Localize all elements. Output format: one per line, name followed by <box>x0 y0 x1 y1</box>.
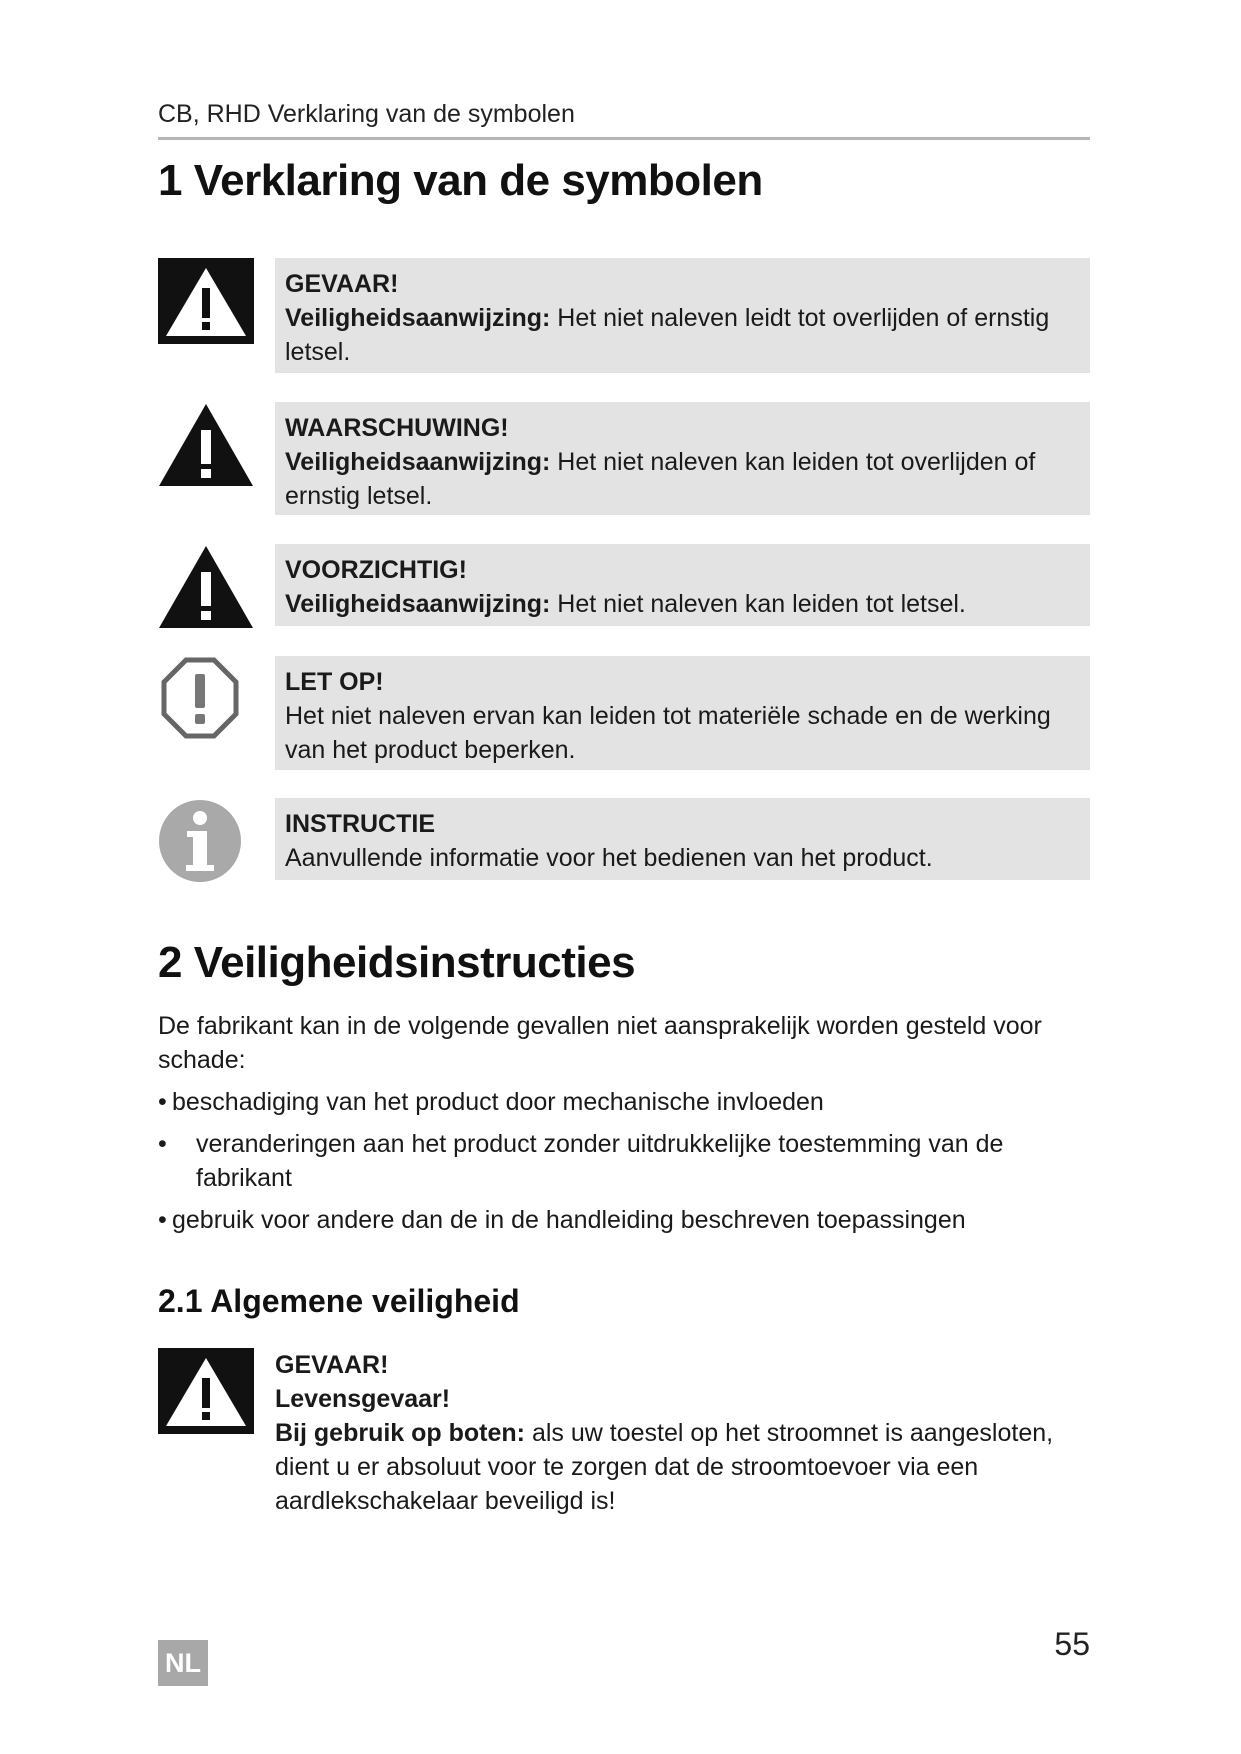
list-item <box>158 1203 1090 1237</box>
warning-triangle-icon <box>158 402 254 488</box>
notice-title: GEVAAR! <box>275 1351 389 1379</box>
list-item <box>158 1085 1090 1119</box>
notice-title: VOORZICHTIG! <box>285 556 467 584</box>
notice-label: Veiligheidsaanwijzing: <box>285 304 558 332</box>
danger-sign-icon <box>158 1348 254 1434</box>
notice-label: Veiligheidsaanwijzing: <box>285 590 558 618</box>
section-2-intro: De fabrikant kan in de volgende gevallen niet aansprakelijk worden gesteld voor schade: <box>158 1012 1042 1074</box>
page-number: 55 <box>1054 1626 1090 1662</box>
notice-body <box>275 1348 1090 1518</box>
notice-text: Het niet naleven ervan kan leiden tot materiële schade en de werking van het product beperken. <box>285 702 1051 764</box>
bullet-symbol: • <box>158 1206 167 1234</box>
danger-sign-icon <box>158 258 254 344</box>
notice-text: als uw toestel op het stroomnet is aangesloten, dient u er absoluut voor te zorgen dat de stroomtoevoer via een aardlekschakelaar beveiligd is! <box>275 1419 1054 1515</box>
bullet-text: gebruik voor andere dan de in de handleiding beschreven toepassingen <box>172 1206 966 1234</box>
notice-text: Het niet naleven leidt tot overlijden of ernstig letsel. <box>285 304 1050 366</box>
notice-label: Bij gebruik op boten: <box>275 1419 532 1447</box>
bullet-symbol: • <box>158 1088 167 1116</box>
notice-subtitle: Levensgevaar! <box>275 1385 451 1413</box>
notice-title: WAARSCHUWING! <box>285 414 509 442</box>
notice-label: Veiligheidsaanwijzing: <box>285 448 558 476</box>
list-item <box>158 1127 1090 1195</box>
notice-text: Het niet naleven kan leiden tot letsel. <box>557 590 966 618</box>
language-badge: NL <box>158 1640 208 1686</box>
section-2-heading: 2 Veiligheidsinstructies <box>158 938 636 987</box>
notice-warning-box <box>275 402 1090 515</box>
section-1-heading: 1 Verklaring van de symbolen <box>158 156 763 205</box>
running-header: CB, RHD Verklaring van de symbolen <box>158 100 1090 140</box>
notice-instruction-box <box>275 798 1090 880</box>
caution-triangle-icon <box>158 544 254 630</box>
bullet-text: beschadiging van het product door mechanische invloeden <box>172 1088 824 1116</box>
info-icon <box>158 798 254 884</box>
notice-danger-box <box>275 258 1090 373</box>
bullet-text: veranderingen aan het product zonder uitdrukkelijke toestemming van de fabrikant <box>196 1130 1004 1192</box>
notice-octagon-icon <box>158 656 254 742</box>
notice-text: Het niet naleven kan leiden tot overlijden of ernstig letsel. <box>285 448 1036 510</box>
notice-attention-box <box>275 656 1090 770</box>
section-2-1-heading: 2.1 Algemene veiligheid <box>158 1283 520 1319</box>
notice-caution-box <box>275 544 1090 626</box>
bullet-symbol: • <box>158 1130 167 1158</box>
notice-title: GEVAAR! <box>285 270 399 298</box>
notice-text: Aanvullende informatie voor het bedienen van het product. <box>285 844 933 872</box>
notice-title: LET OP! <box>285 668 384 696</box>
notice-title: INSTRUCTIE <box>285 810 435 838</box>
